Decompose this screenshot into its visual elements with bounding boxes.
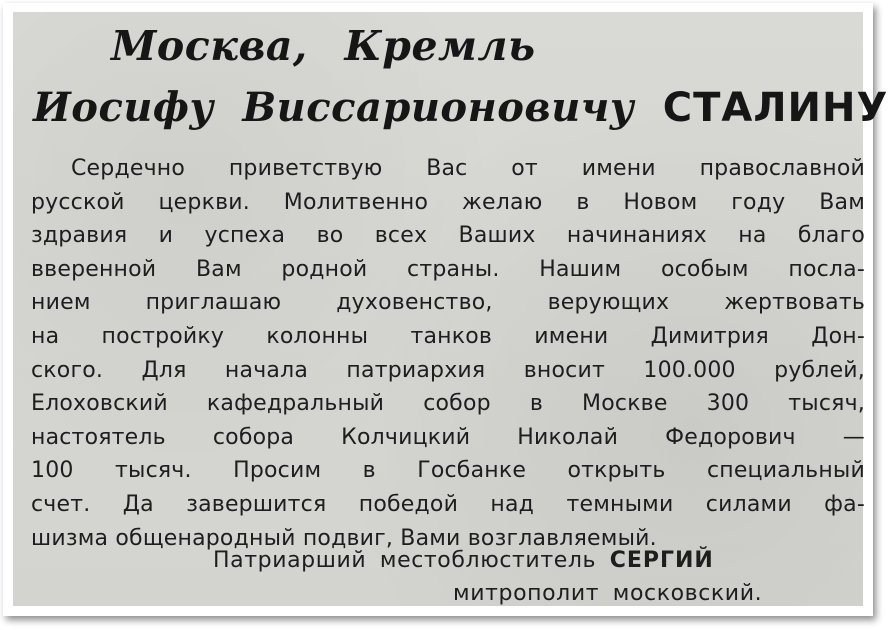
body-line: нием приглашаю духовенство, верующих жертвовать [31, 290, 865, 316]
signer-title: Патриарший местоблюститель [213, 548, 597, 573]
signer-rank: митрополит московский. [453, 581, 763, 606]
body-line: шизма общенародный подвиг, Вами возглавляемый. [31, 525, 657, 551]
address-line-1: Москва, Кремль [111, 22, 536, 70]
signature-line [213, 548, 714, 573]
address-line-2 [33, 84, 888, 131]
signer-name: СЕРГИЙ [609, 548, 714, 573]
body-line: Сердечно приветствую Вас от имени православной [71, 156, 865, 181]
addressee-name: Иосифу Виссарионовичу [33, 84, 635, 131]
body-line: Елоховский кафедральный собор в Москве 300 тысяч, [31, 391, 865, 417]
body-line: 100 тысяч. Просим в Госбанке открыть специальный [31, 458, 865, 484]
body-line: настоятель собора Колчицкий Николай Федорович — [31, 424, 865, 450]
body-line: русской церкви. Молитвенно желаю в Новом году Вам [31, 189, 865, 215]
newspaper-clipping [13, 12, 888, 606]
photo-frame [3, 3, 888, 616]
body-line: здравия и успеха во всех Ваших начинаниях на благо [31, 223, 865, 249]
body-line: на постройку колонны танков имени Димитрия Дон- [31, 323, 865, 349]
body-line: счет. Да завершится победой над темными силами фа- [31, 491, 865, 517]
telegram-body [31, 152, 865, 555]
body-line: ского. Для начала патриархия вносит 100.000 рублей, [31, 357, 865, 383]
body-line: вверенной Вам родной страны. Нашим особым посла- [31, 256, 865, 282]
addressee-surname: СТАЛИНУ [662, 85, 888, 131]
